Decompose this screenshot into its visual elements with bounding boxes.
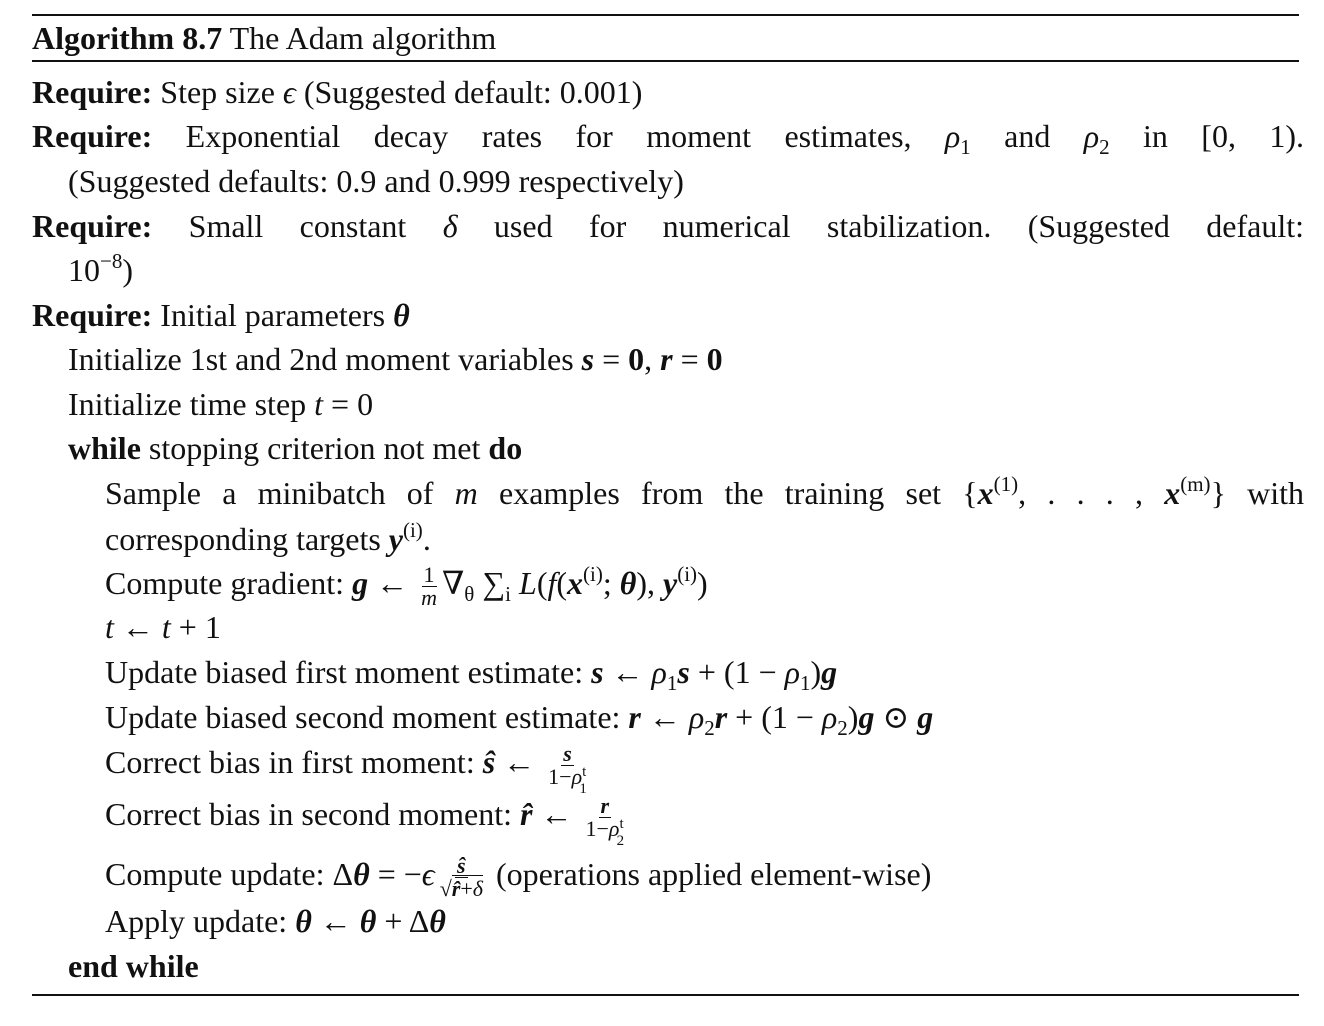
math-text: Apply update: — [105, 903, 296, 939]
math-text: √ — [439, 876, 452, 902]
math-text: ∑ — [474, 565, 506, 601]
math-text: 1 — [423, 562, 435, 588]
math-text: ρ — [944, 118, 961, 154]
math-text: ), — [636, 565, 663, 601]
math-text: t — [161, 609, 171, 645]
math-text: = — [594, 341, 629, 377]
math-text: δ — [442, 208, 458, 244]
math-text: + (1 − — [727, 699, 822, 735]
algorithm-title — [32, 18, 496, 58]
math-text: ← — [311, 903, 360, 939]
math-text: . — [422, 521, 431, 557]
math-text: θ — [295, 903, 312, 939]
numerator — [599, 792, 612, 818]
math-text: Initial parameters — [152, 297, 394, 333]
math-text: s — [563, 740, 572, 766]
algorithm-line — [68, 250, 133, 290]
algorithm-line — [32, 116, 1304, 159]
math-text: θ — [359, 903, 377, 939]
math-text: ← — [603, 654, 652, 690]
math-text: stopping criterion not met — [140, 430, 489, 466]
math-text: s — [591, 654, 604, 690]
math-text: ⊙ — [874, 699, 918, 735]
math-text: Require: — [32, 118, 153, 154]
math-text: 0 — [628, 341, 645, 377]
algorithm-line — [68, 384, 373, 424]
math-text: corresponding targets — [105, 521, 389, 557]
math-text: ← — [113, 609, 162, 645]
math-text: , . . . , — [1018, 475, 1165, 511]
algorithm-line — [105, 740, 592, 797]
math-text: θ — [619, 565, 637, 601]
square-root — [452, 875, 483, 901]
math-text: s — [581, 341, 595, 377]
algorithm-line — [105, 854, 931, 900]
math-text: (i) — [402, 518, 423, 542]
math-text: 10 — [68, 252, 100, 288]
math-text: t — [582, 763, 587, 780]
math-text: t — [105, 609, 114, 645]
math-text: (operations applied element-wise) — [487, 856, 932, 892]
math-text: ← — [495, 744, 544, 780]
math-text: y — [388, 521, 403, 557]
math-text: and — [970, 118, 1084, 154]
math-text: (Suggested defaults: 0.9 and 0.999 respectively) — [68, 163, 684, 199]
algorithm-line — [105, 697, 934, 740]
math-text: Step size — [152, 74, 283, 110]
top-rule — [32, 14, 1299, 16]
algorithm-line — [105, 473, 1304, 513]
math-text: s — [677, 654, 690, 690]
math-text: + 1 — [170, 609, 221, 645]
math-text: r — [714, 699, 728, 735]
algorithm-name: The Adam algorithm — [229, 20, 497, 56]
math-text: 2 — [837, 716, 848, 740]
math-text: ; — [602, 565, 620, 601]
denominator — [583, 815, 626, 849]
math-text: Exponential decay rates for moment estimates, — [152, 118, 945, 154]
math-text: ← — [368, 565, 417, 601]
math-text: g — [917, 699, 934, 735]
math-text: ← — [640, 699, 689, 735]
math-text: + — [460, 876, 473, 902]
math-text: Compute gradient: — [105, 565, 353, 601]
math-text: ) — [122, 252, 133, 288]
math-text: θ — [393, 297, 410, 333]
math-text: g — [352, 565, 369, 601]
math-text: r̂ — [520, 796, 533, 832]
math-text: Require: — [32, 297, 153, 333]
algorithm-line — [105, 652, 838, 695]
math-text: Initialize 1st and 2nd moment variables — [68, 341, 582, 377]
math-text: used for numerical stabilization. (Suggested default: — [457, 208, 1304, 244]
math-text: r — [600, 792, 610, 818]
math-text: r — [660, 341, 673, 377]
math-text: t — [314, 386, 324, 422]
math-text: do — [488, 430, 523, 466]
fraction — [419, 564, 439, 609]
math-text: Compute update: Δ — [105, 856, 354, 892]
math-text: L — [519, 565, 537, 601]
title-rule — [32, 60, 1299, 62]
math-text: } with — [1210, 475, 1305, 511]
math-text: (i) — [677, 562, 698, 586]
denominator — [438, 878, 485, 900]
math-text: Small constant — [152, 208, 443, 244]
math-text: ∇ — [441, 565, 465, 601]
math-text: x — [977, 475, 994, 511]
bottom-rule — [32, 994, 1299, 996]
algorithm-line — [105, 901, 446, 941]
math-text: i — [505, 582, 512, 606]
math-text: g — [821, 654, 838, 690]
math-text: m — [421, 585, 437, 611]
math-text: 1 — [666, 671, 678, 695]
math-text: 2 — [704, 716, 715, 740]
math-text: 1 — [579, 780, 587, 797]
math-text: end while — [68, 948, 199, 984]
math-text: ) — [697, 565, 708, 601]
math-text: ρ — [608, 815, 620, 841]
algorithm-line — [32, 295, 410, 335]
math-text: ρ — [821, 699, 838, 735]
algorithm-number: Algorithm 8.7 — [32, 20, 223, 56]
math-text: m — [454, 475, 478, 511]
math-text: (Suggested default: 0.001) — [295, 74, 643, 110]
radicand — [452, 875, 483, 901]
algorithm-line — [105, 563, 708, 609]
math-text: ŝ — [482, 744, 496, 780]
algorithm-line — [68, 428, 522, 468]
denominator — [546, 763, 589, 797]
math-text: ŝ — [457, 853, 466, 879]
math-text: = 0 — [323, 386, 374, 422]
math-text: θ — [429, 903, 446, 939]
math-text: 2 — [616, 832, 625, 849]
math-text: 1− — [585, 815, 609, 841]
math-text: ) — [810, 654, 822, 690]
fraction — [546, 740, 589, 797]
math-text: θ — [464, 582, 475, 606]
math-text: 0 — [706, 341, 723, 377]
algorithm-line — [105, 519, 431, 559]
math-text: −8 — [100, 249, 123, 273]
math-text: Require: — [32, 74, 153, 110]
math-text: ϵ — [282, 74, 296, 110]
math-text: 2 — [1099, 135, 1110, 159]
math-text: while — [68, 430, 141, 466]
fraction — [438, 855, 485, 900]
fraction — [583, 792, 626, 849]
math-text: θ — [353, 856, 370, 892]
algorithm-line — [32, 206, 1304, 246]
math-text: = − — [369, 856, 422, 892]
math-text: 1− — [548, 763, 572, 789]
math-text — [511, 565, 519, 601]
math-text: Update biased first moment estimate: — [105, 654, 592, 690]
math-text: ( — [536, 565, 548, 601]
math-text: (m) — [1180, 472, 1211, 496]
algorithm-line — [68, 161, 684, 201]
math-text: ϵ — [421, 856, 435, 892]
math-text: δ — [472, 876, 483, 902]
math-text: y — [663, 565, 678, 601]
math-text: ρ — [651, 654, 667, 690]
math-text: = — [672, 341, 707, 377]
math-text: x — [1164, 475, 1181, 511]
math-text: ( — [556, 565, 568, 601]
numerator — [561, 740, 574, 766]
math-text: ρ — [688, 699, 705, 735]
math-text: Correct bias in first moment: — [105, 744, 483, 780]
math-text: + (1 − — [689, 654, 785, 690]
denominator — [419, 587, 439, 609]
math-text: Initialize time step — [68, 386, 315, 422]
math-text: in [0, 1). — [1109, 118, 1304, 154]
math-text: Correct bias in second moment: — [105, 796, 521, 832]
math-text: Sample a minibatch of — [105, 475, 455, 511]
math-text: x — [567, 565, 584, 601]
math-text: (1) — [993, 472, 1019, 496]
math-text: + Δ — [376, 903, 430, 939]
math-text: Require: — [32, 208, 153, 244]
math-text: ← — [532, 796, 581, 832]
math-text: t — [619, 815, 624, 832]
algorithm-line — [68, 946, 199, 986]
math-text: (i) — [583, 562, 603, 586]
algorithm-line — [105, 792, 629, 849]
math-text: g — [858, 699, 875, 735]
math-text: r̂ — [451, 876, 461, 902]
math-text: ρ — [1083, 118, 1100, 154]
math-text: 1 — [960, 135, 971, 159]
math-text: ρ — [571, 763, 583, 789]
math-text: ρ — [784, 654, 800, 690]
algorithm-line — [32, 72, 642, 112]
math-text: Update biased second moment estimate: — [105, 699, 629, 735]
math-text: r — [628, 699, 641, 735]
math-text: , — [644, 341, 661, 377]
numerator — [422, 564, 437, 587]
math-text: ) — [847, 699, 859, 735]
algorithm-line — [105, 607, 221, 647]
algorithm-line — [68, 339, 723, 379]
math-text: 1 — [799, 671, 811, 695]
math-text: f — [547, 565, 557, 601]
math-text: examples from the training set { — [477, 475, 978, 511]
